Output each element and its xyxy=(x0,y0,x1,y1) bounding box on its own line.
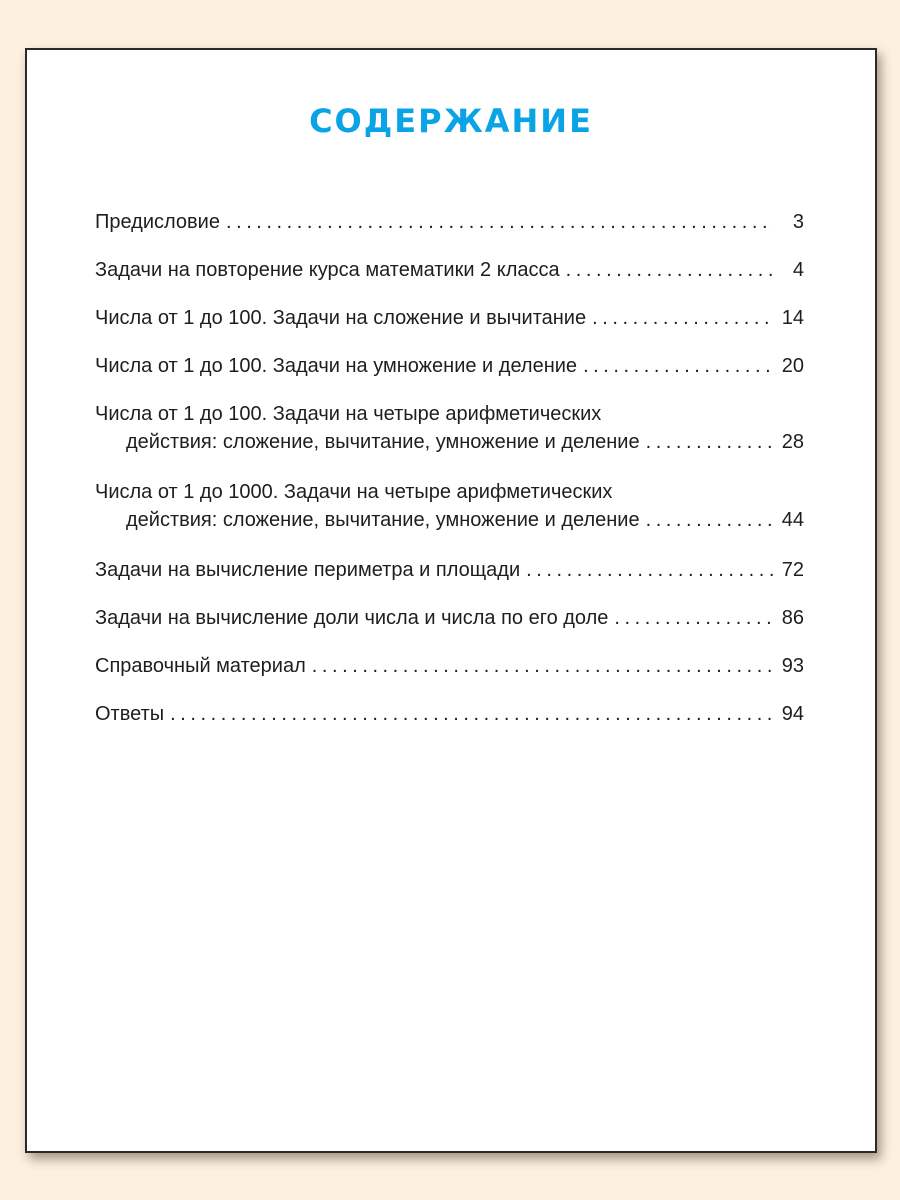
toc-entry-page: 20 xyxy=(781,355,804,377)
toc-entry-page: 4 xyxy=(792,259,804,281)
dot-leader xyxy=(526,556,774,584)
dot-leader xyxy=(566,256,774,284)
toc-entry-title: Числа от 1 до 1000. Задачи на четыре арифметических xyxy=(95,481,613,503)
toc-entry[interactable] xyxy=(95,700,804,728)
dot-leader xyxy=(646,428,774,456)
dot-leader xyxy=(312,652,774,680)
toc-entry[interactable] xyxy=(95,604,804,632)
table-of-contents xyxy=(95,208,804,748)
toc-entry-title: Задачи на повторение курса математики 2 класса xyxy=(95,259,560,281)
toc-entry-page: 94 xyxy=(781,703,804,725)
toc-entry-title-continued: действия: сложение, вычитание, умножение и деление xyxy=(126,431,640,453)
toc-entry-page: 14 xyxy=(781,307,804,329)
toc-entry-page: 28 xyxy=(781,431,804,453)
toc-entry[interactable] xyxy=(95,208,804,236)
toc-entry[interactable] xyxy=(95,352,804,380)
toc-entry[interactable] xyxy=(95,478,804,534)
toc-entry-title-continued: действия: сложение, вычитание, умножение и деление xyxy=(126,509,640,531)
dot-leader xyxy=(614,604,774,632)
toc-entry-title: Задачи на вычисление доли числа и числа по его доле xyxy=(95,607,609,629)
dot-leader xyxy=(226,208,774,236)
dot-leader xyxy=(592,304,774,332)
toc-entry-title: Задачи на вычисление периметра и площади xyxy=(95,559,521,581)
dot-leader xyxy=(646,506,774,534)
toc-entry[interactable] xyxy=(95,556,804,584)
dot-leader xyxy=(170,700,774,728)
toc-entry[interactable] xyxy=(95,400,804,456)
toc-entry-title: Справочный материал xyxy=(95,655,306,677)
toc-entry-page: 86 xyxy=(781,607,804,629)
toc-entry-page: 3 xyxy=(792,211,804,233)
toc-entry[interactable] xyxy=(95,652,804,680)
document-page xyxy=(25,48,877,1153)
toc-entry-title: Числа от 1 до 100. Задачи на умножение и деление xyxy=(95,355,578,377)
toc-entry-page: 72 xyxy=(781,559,804,581)
dot-leader xyxy=(583,352,774,380)
toc-entry-title: Числа от 1 до 100. Задачи на четыре арифметических xyxy=(95,403,602,425)
page-title: СОДЕРЖАНИЕ xyxy=(309,102,593,140)
toc-entry[interactable] xyxy=(95,256,804,284)
toc-entry-page: 93 xyxy=(781,655,804,677)
toc-entry-title: Числа от 1 до 100. Задачи на сложение и вычитание xyxy=(95,307,587,329)
toc-entry[interactable] xyxy=(95,304,804,332)
toc-entry-title: Предисловие xyxy=(95,211,220,233)
toc-entry-page: 44 xyxy=(781,509,804,531)
toc-entry-title: Ответы xyxy=(95,703,165,725)
